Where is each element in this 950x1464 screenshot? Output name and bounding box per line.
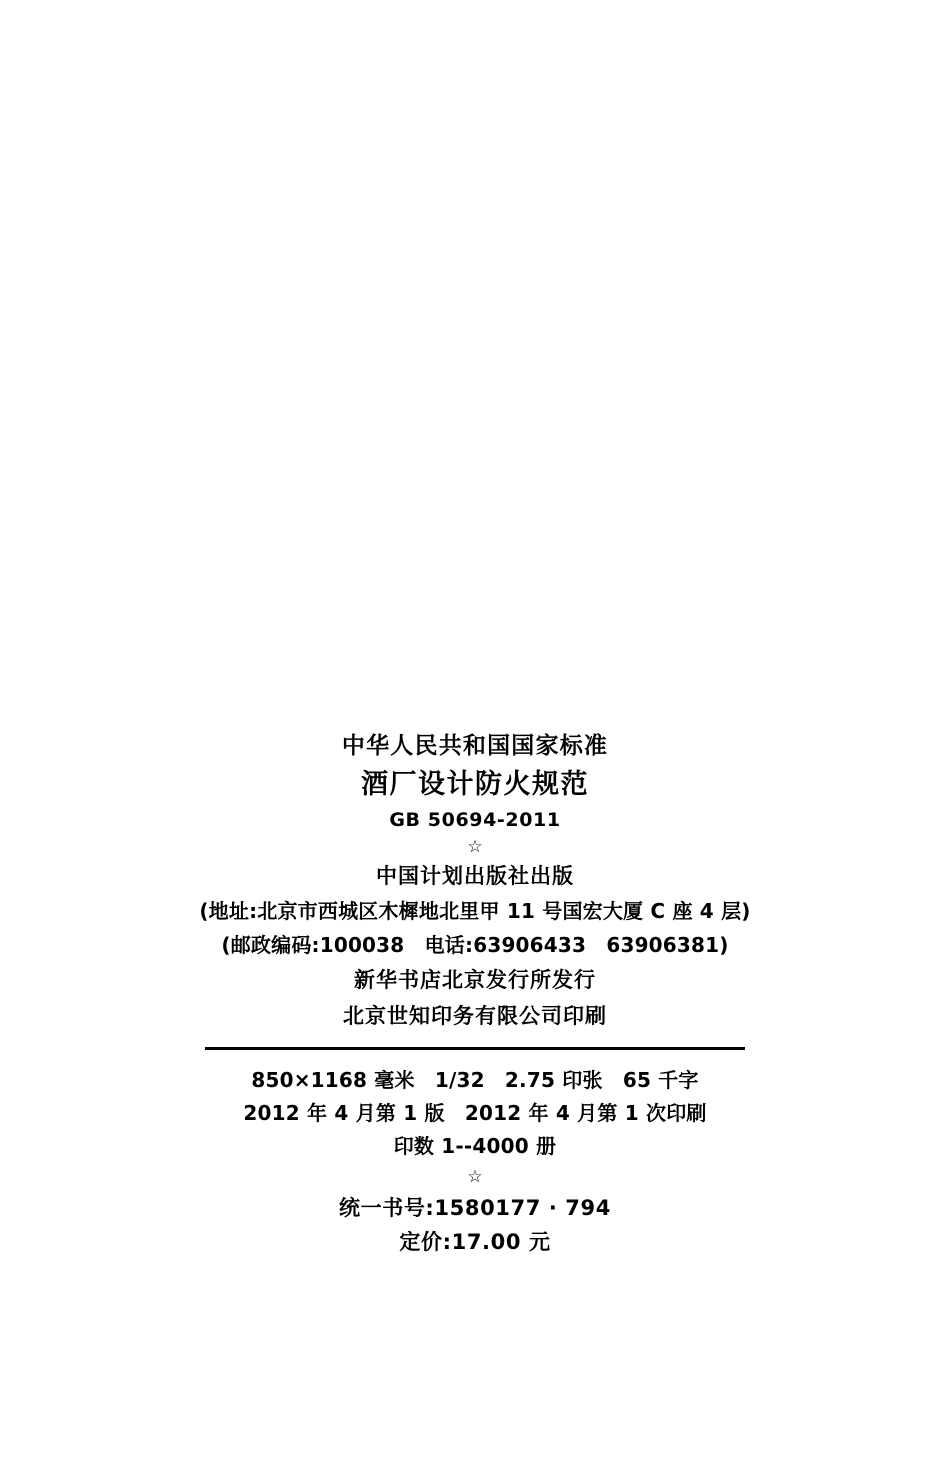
colophon-block [0, 735, 950, 1253]
book-specification: 850×1168 毫米 1/32 2.75 印张 65 千字 [251, 1068, 699, 1092]
print-run-info: 印数 1--4000 册 [393, 1134, 557, 1158]
price-label: 定价:17.00 元 [399, 1230, 551, 1254]
standard-code: GB 50694-2011 [389, 809, 561, 831]
publisher-address: (地址:北京市西城区木樨地北里甲 11 号国宏大厦 C 座 4 层) [199, 899, 751, 923]
publisher-contact: (邮政编码:100038 电话:63906433 63906381) [221, 933, 729, 957]
publisher-name: 中国计划出版社出版 [376, 864, 574, 888]
edition-info: 2012 年 4 月第 1 版 2012 年 4 月第 1 次印刷 [243, 1101, 707, 1125]
star-ornament-bottom-icon: ☆ [467, 1167, 483, 1187]
standard-title: 酒厂设计防火规范 [361, 769, 589, 800]
star-ornament-top-icon: ☆ [467, 837, 483, 857]
standard-series-label: 中华人民共和国国家标准 [341, 733, 609, 759]
printer-name: 北京世知印务有限公司印刷 [343, 1004, 607, 1028]
horizontal-divider [205, 1047, 745, 1050]
distributor-name: 新华书店北京发行所发行 [354, 968, 596, 992]
unified-book-number: 统一书号:1580177 · 794 [339, 1196, 611, 1220]
